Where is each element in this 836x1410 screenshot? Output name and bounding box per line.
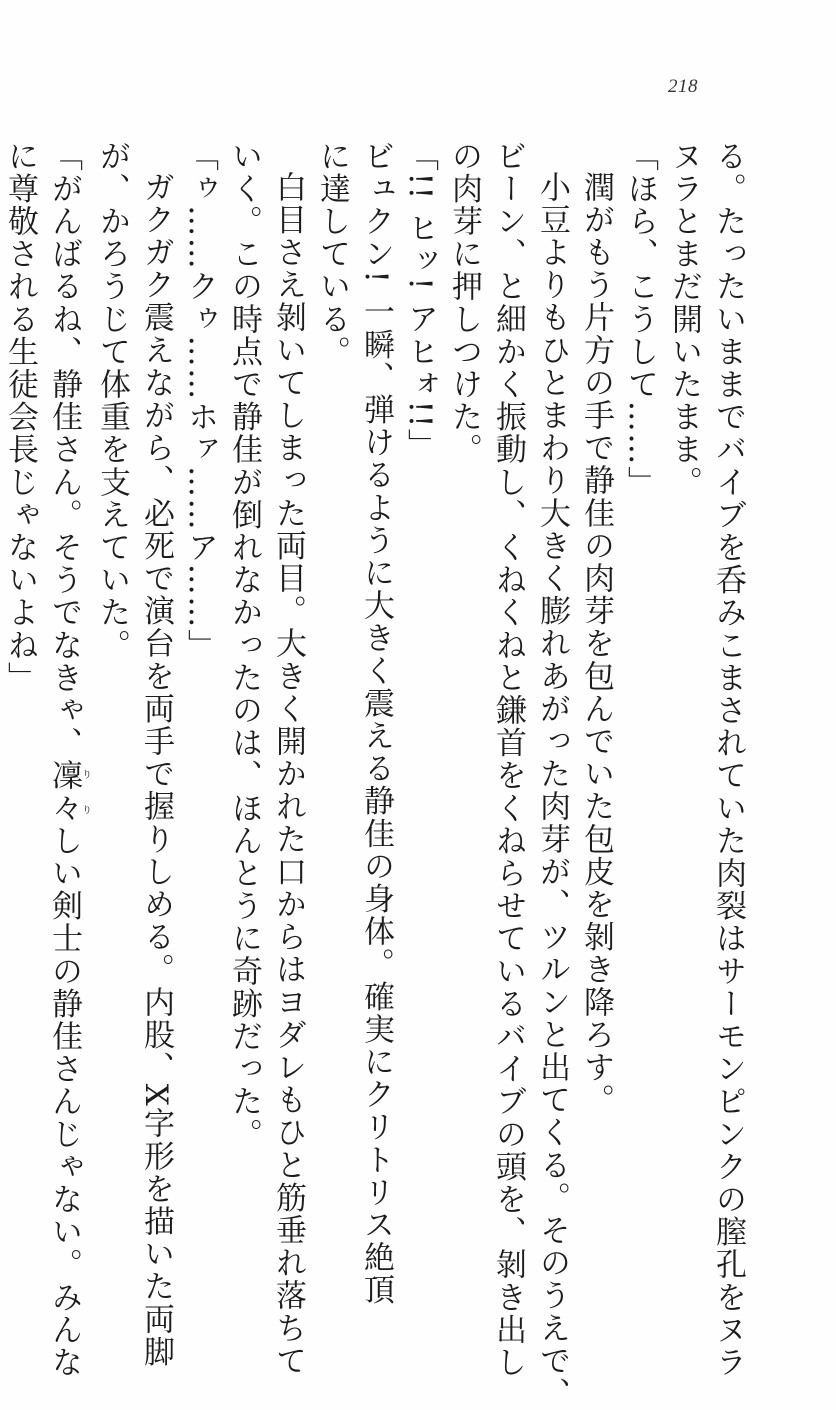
- text-line-15: が、かろうじて体重を支えていた。: [94, 140, 130, 662]
- text-line-10: に達している。: [314, 140, 350, 369]
- text-line-14: ガクガク震えながら、必死で演台を両手で握りしめる。内股、X字形を描いた両脚: [138, 171, 174, 1369]
- text-line-8: 「!! ヒッ! アヒォ!!」: [402, 140, 438, 462]
- ruby-base: 凜々: [46, 759, 82, 825]
- text-line-16: [42, 140, 91, 1379]
- text-line-12: いく。この時点で静佳が倒れなかったのは、ほんとうに奇跡だった。: [226, 140, 262, 1151]
- text-line-7: の肉芽に押しつけた。: [446, 140, 482, 466]
- text-line-16-tail: しい剣士の静佳さんじゃない。みんな: [46, 824, 82, 1379]
- ruby-reading: りり: [79, 759, 91, 825]
- text-line-2: ヌラとまだ開いたまま。: [666, 140, 702, 499]
- text-line-1: る。たったいままでバイブを呑みこまされていた肉裂はサーモンピンクの膣孔をヌラ: [710, 140, 746, 1379]
- ruby-annotation: [46, 759, 91, 825]
- vertical-text-body: [2, 140, 750, 1410]
- text-line-9: ビュクン! 一瞬、弾けるように大きく震える静佳の身体。確実にクリトリス絶頂: [358, 140, 394, 1307]
- text-line-5: 小豆よりもひとまわり大きく膨れあがった肉芽が、ツルンと出てくる。そのうえで、: [534, 171, 570, 1410]
- text-line-4: 潤がもう片方の手で静佳の肉芽を包んでいた包皮を剝き降ろす。: [578, 171, 614, 1117]
- text-line-3: 「ほら、こうして……」: [622, 140, 658, 499]
- text-line-13: 「ゥ……クゥ……ホァ……ア……」: [182, 140, 218, 662]
- page-number: 218: [668, 76, 698, 97]
- text-line-6: ビーン、と細かく振動し、くねくねと鎌首をくねらせているバイブの頭を、剝き出し: [490, 140, 526, 1379]
- text-line-11: 白目さえ剝いてしまった両目。大きく開かれた口からはヨダレもひと筋垂れ落ちて: [270, 171, 306, 1378]
- text-line-17: に尊敬される生徒会長じゃないよね」: [2, 140, 38, 695]
- text-line-16-head: 「がんばるね、静佳さん。そうでなきゃ、: [46, 140, 82, 760]
